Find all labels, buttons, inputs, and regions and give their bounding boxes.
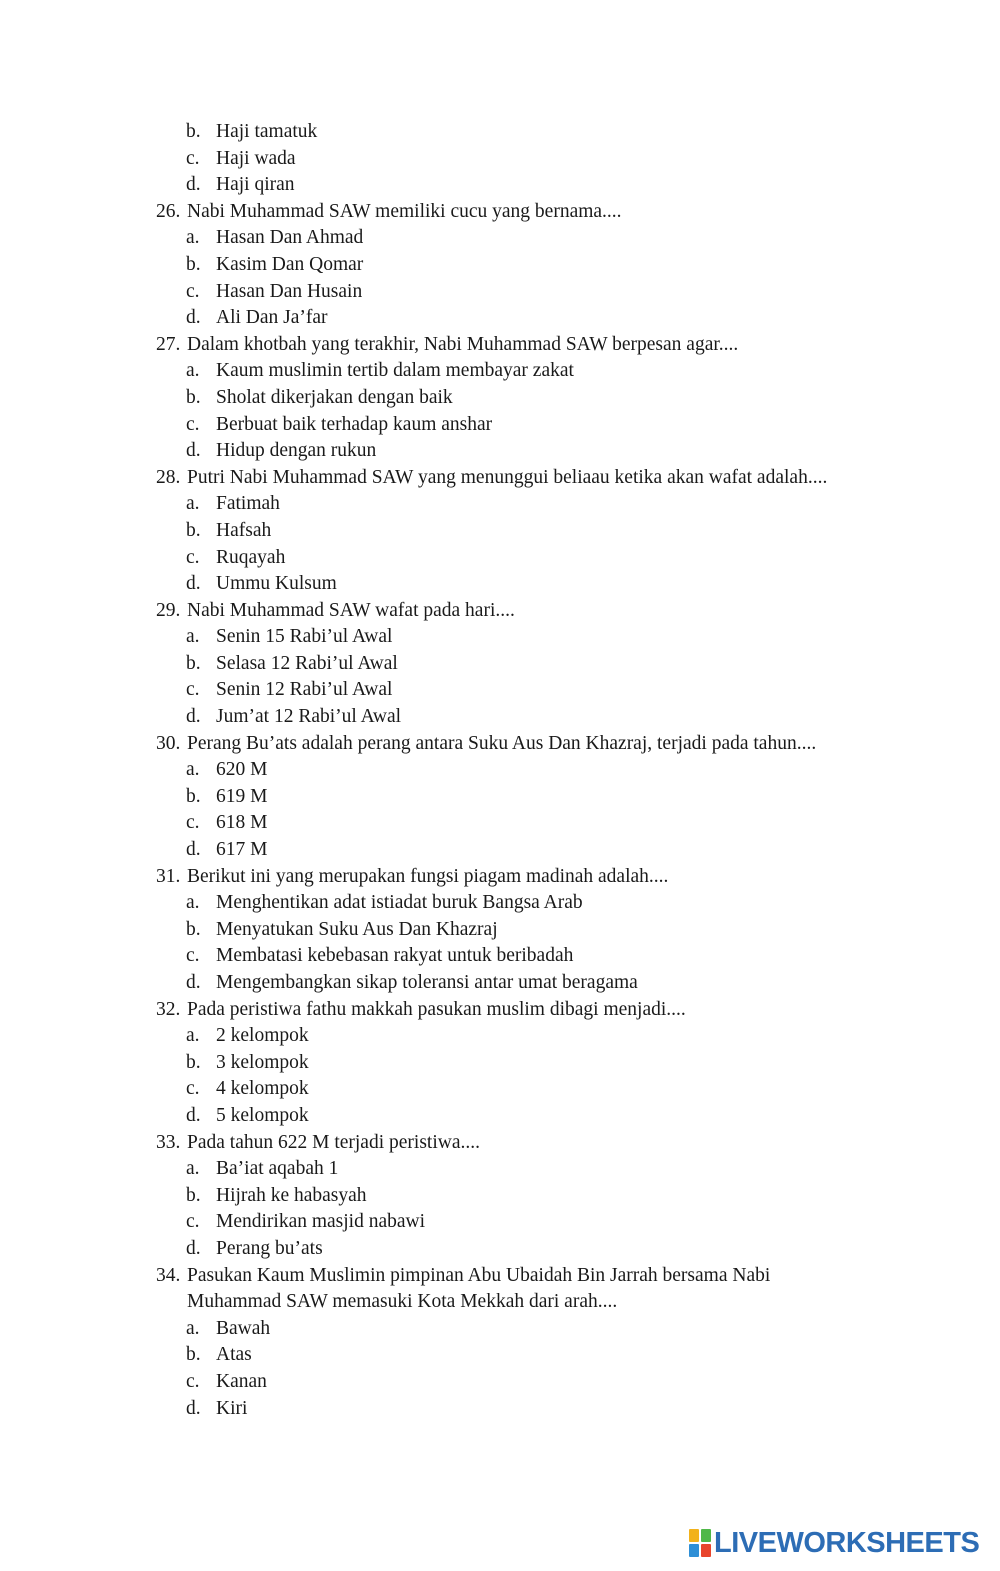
option-text: Mendirikan masjid nabawi <box>216 1211 426 1233</box>
answer-option <box>0 412 1000 439</box>
option-letter: c. <box>186 546 200 568</box>
option-text: 617 M <box>216 839 268 861</box>
question-number: 34. <box>156 1264 181 1286</box>
question-text: Perang Bu’ats adalah perang antara Suku Aus Dan Khazraj, terjadi pada tahun.... <box>187 732 817 754</box>
logo-text: LIVEWORKSHEETS <box>714 1526 980 1559</box>
logo-square-red <box>701 1544 711 1557</box>
option-text: 619 M <box>216 785 268 807</box>
worksheet-page <box>0 119 1000 1422</box>
option-text: Kanan <box>216 1370 267 1392</box>
option-letter: b. <box>186 386 201 408</box>
question-number: 29. <box>156 599 181 621</box>
answer-option <box>0 1369 1000 1396</box>
answer-option <box>0 917 1000 944</box>
option-text: Hasan Dan Ahmad <box>216 227 364 249</box>
answer-option <box>0 1236 1000 1263</box>
option-letter: b. <box>186 1051 201 1073</box>
option-text: 2 kelompok <box>216 1025 309 1047</box>
option-text: Atas <box>216 1344 252 1366</box>
option-text: Perang bu’ats <box>216 1237 323 1259</box>
question <box>0 332 1000 359</box>
option-letter: b. <box>186 121 201 142</box>
option-text: 5 kelompok <box>216 1104 309 1126</box>
answer-option <box>0 545 1000 572</box>
liveworksheets-logo <box>689 1526 979 1560</box>
answer-option <box>0 119 1000 146</box>
option-text: 620 M <box>216 759 268 781</box>
question-number: 27. <box>156 333 181 355</box>
answer-option <box>0 757 1000 784</box>
question-number: 33. <box>156 1131 181 1153</box>
option-text: Selasa 12 Rabi’ul Awal <box>216 652 398 674</box>
question <box>0 1263 1000 1290</box>
option-letter: d. <box>186 1397 201 1419</box>
option-letter: d. <box>186 307 201 329</box>
question-text: Nabi Muhammad SAW wafat pada hari.... <box>187 599 515 621</box>
question-number: 30. <box>156 732 181 754</box>
option-text: Menyatukan Suku Aus Dan Khazraj <box>216 918 498 940</box>
question-text: Putri Nabi Muhammad SAW yang menunggui beliaau ketika akan wafat adalah.... <box>187 466 828 488</box>
question <box>0 465 1000 492</box>
question <box>0 598 1000 625</box>
option-letter: b. <box>186 1344 201 1366</box>
answer-option <box>0 1103 1000 1130</box>
option-text: Hidup dengan rukun <box>216 440 377 462</box>
option-letter: d. <box>186 174 201 196</box>
option-text: Hasan Dan Husain <box>216 280 363 302</box>
option-letter: d. <box>186 1237 201 1259</box>
answer-option <box>0 518 1000 545</box>
option-text: Kaum muslimin tertib dalam membayar zakat <box>216 360 574 382</box>
option-text: Jum’at 12 Rabi’ul Awal <box>216 706 402 728</box>
answer-option <box>0 1209 1000 1236</box>
option-letter: b. <box>186 918 201 940</box>
answer-option <box>0 1156 1000 1183</box>
option-text: Kasim Dan Qomar <box>216 253 364 275</box>
answer-option <box>0 1342 1000 1369</box>
option-letter: a. <box>186 227 200 249</box>
answer-option <box>0 252 1000 279</box>
option-text: Kiri <box>216 1397 248 1419</box>
question-text: Berikut ini yang merupakan fungsi piagam madinah adalah.... <box>187 865 669 887</box>
option-letter: a. <box>186 892 200 914</box>
logo-square-green <box>701 1529 711 1542</box>
answer-option <box>0 1050 1000 1077</box>
option-text: Haji tamatuk <box>216 121 318 142</box>
answer-option <box>0 1023 1000 1050</box>
option-letter: d. <box>186 839 201 861</box>
option-text: Berbuat baik terhadap kaum anshar <box>216 413 493 435</box>
option-letter: d. <box>186 972 201 993</box>
answer-option <box>0 438 1000 465</box>
question-text: Pasukan Kaum Muslimin pimpinan Abu Ubaidah Bin Jarrah bersama Nabi <box>187 1264 771 1286</box>
option-text: Hafsah <box>216 519 272 541</box>
option-text: 618 M <box>216 812 268 834</box>
answer-option <box>0 1076 1000 1103</box>
option-text: Ali Dan Ja’far <box>216 307 328 329</box>
option-letter: a. <box>186 360 200 382</box>
question-continuation <box>0 1289 1000 1316</box>
answer-option <box>0 784 1000 811</box>
answer-option <box>0 305 1000 332</box>
option-letter: a. <box>186 759 200 781</box>
option-text: Bawah <box>216 1317 271 1339</box>
answer-option <box>0 624 1000 651</box>
option-letter: b. <box>186 253 201 275</box>
question-text: Nabi Muhammad SAW memiliki cucu yang bernama.... <box>187 200 622 222</box>
answer-option <box>0 810 1000 837</box>
option-text: Sholat dikerjakan dengan baik <box>216 386 453 408</box>
option-letter: b. <box>186 519 201 541</box>
option-letter: a. <box>186 626 200 648</box>
question-text: Dalam khotbah yang terakhir, Nabi Muhammad SAW berpesan agar.... <box>187 333 739 355</box>
answer-option <box>0 837 1000 864</box>
question-number: 28. <box>156 466 181 488</box>
option-letter: a. <box>186 1317 200 1339</box>
option-text: Senin 12 Rabi’ul Awal <box>216 679 393 701</box>
option-letter: d. <box>186 1104 201 1126</box>
option-letter: a. <box>186 1158 200 1180</box>
logo-square-blue <box>689 1544 699 1557</box>
option-letter: c. <box>186 147 200 169</box>
option-letter: b. <box>186 1184 201 1206</box>
option-letter: c. <box>186 812 200 834</box>
question <box>0 864 1000 891</box>
option-letter: c. <box>186 945 200 967</box>
answer-option <box>0 1316 1000 1343</box>
logo-squares-icon <box>689 1529 711 1557</box>
question <box>0 199 1000 226</box>
answer-option <box>0 225 1000 252</box>
answer-option <box>0 571 1000 598</box>
option-text: Fatimah <box>216 493 280 515</box>
option-letter: c. <box>186 1078 200 1100</box>
answer-option <box>0 704 1000 731</box>
question-number: 26. <box>156 200 181 222</box>
option-letter: c. <box>186 413 200 435</box>
question-number: 32. <box>156 998 181 1020</box>
answer-option <box>0 651 1000 678</box>
answer-option <box>0 146 1000 173</box>
option-letter: d. <box>186 706 201 728</box>
option-text: 3 kelompok <box>216 1051 309 1073</box>
answer-option <box>0 943 1000 970</box>
option-text: Mengembangkan sikap toleransi antar umat beragama <box>216 972 638 993</box>
question-text: Muhammad SAW memasuki Kota Mekkah dari arah.... <box>187 1291 618 1313</box>
question-number: 31. <box>156 865 181 887</box>
option-letter: a. <box>186 1025 200 1047</box>
answer-option <box>0 358 1000 385</box>
option-text: Ba’iat aqabah 1 <box>216 1158 339 1180</box>
option-text: Hijrah ke habasyah <box>216 1184 367 1206</box>
answer-option <box>0 1183 1000 1210</box>
answer-option <box>0 279 1000 306</box>
answer-option <box>0 677 1000 704</box>
answer-option <box>0 172 1000 199</box>
option-letter: a. <box>186 493 200 515</box>
answer-option <box>0 970 1000 997</box>
question-text: Pada peristiwa fathu makkah pasukan muslim dibagi menjadi.... <box>187 998 686 1020</box>
option-letter: d. <box>186 440 201 462</box>
answer-option <box>0 491 1000 518</box>
option-text: Menghentikan adat istiadat buruk Bangsa Arab <box>216 892 583 914</box>
option-text: Ruqayah <box>216 546 286 568</box>
answer-option <box>0 1396 1000 1423</box>
question <box>0 997 1000 1024</box>
answer-option <box>0 385 1000 412</box>
option-text: Haji wada <box>216 147 296 169</box>
option-letter: c. <box>186 679 200 701</box>
option-text: Membatasi kebebasan rakyat untuk beribadah <box>216 945 574 967</box>
option-text: Ummu Kulsum <box>216 573 337 595</box>
answer-option <box>0 890 1000 917</box>
option-letter: d. <box>186 573 201 595</box>
option-letter: c. <box>186 1211 200 1233</box>
question <box>0 731 1000 758</box>
option-text: Senin 15 Rabi’ul Awal <box>216 626 393 648</box>
question-text: Pada tahun 622 M terjadi peristiwa.... <box>187 1131 480 1153</box>
option-letter: c. <box>186 1370 200 1392</box>
option-text: Haji qiran <box>216 174 295 196</box>
option-text: 4 kelompok <box>216 1078 309 1100</box>
option-letter: b. <box>186 652 201 674</box>
logo-square-yellow <box>689 1529 699 1542</box>
question <box>0 1130 1000 1157</box>
option-letter: b. <box>186 785 201 807</box>
option-letter: c. <box>186 280 200 302</box>
